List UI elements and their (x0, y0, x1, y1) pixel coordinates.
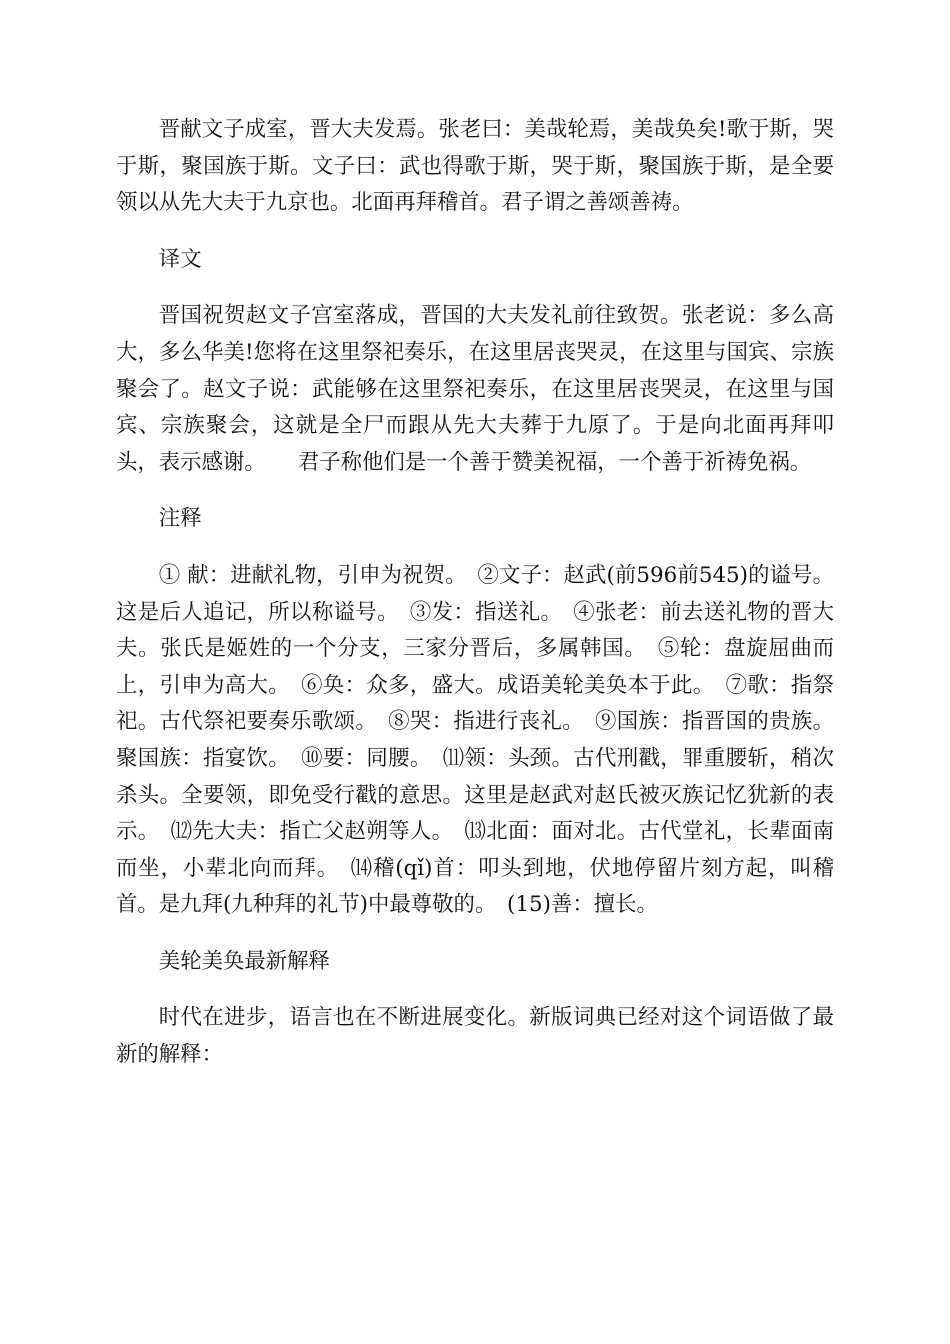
latest-explanation-paragraph: 时代在进步，语言也在不断进展变化。新版词典已经对这个词语做了最新的解释： (116, 1005, 834, 1068)
translation-paragraph: 晋国祝贺赵文子宫室落成，晋国的大夫发礼前往致贺。张老说：多么高大，多么华美!您将在这里祭祀奏乐，在这里居丧哭灵，在这里与国宾、宗族聚会了。赵文子说：武能够在这里祭祀奏乐，在这里居丧哭灵，在这里与国宾、宗族聚会，这就是全尸而跟从先大夫葬于九原了。于是向北面再拜叩头，表示感谢。 君子称他们是一个善于赞美祝福，一个善于祈祷免祸。 (116, 303, 834, 475)
original-text-paragraph: 晋献文子成室，晋大夫发焉。张老曰：美哉轮焉，美哉奂矣!歌于斯，哭于斯，聚国族于斯。文子曰：武也得歌于斯，哭于斯，聚国族于斯，是全要领以从先大夫于九京也。北面再拜稽首。君子谓之善颂善祷。 (116, 117, 834, 216)
notes-heading: 注释 (158, 506, 202, 532)
latest-explanation-heading: 美轮美奂最新解释 (158, 948, 330, 974)
document-page (116, 112, 834, 1074)
translation-heading: 译文 (158, 246, 202, 272)
notes-paragraph: ① 献：进献礼物，引申为祝贺。 ②文子：赵武(前596前545)的谥号。这是后人追记，所以称谥号。 ③发：指送礼。 ④张老：前去送礼物的晋大夫。张氏是姬姓的一个分支，三家分晋后，多属韩国。 ⑤轮：盘旋屈曲而上，引申为高大。 ⑥奂：众多，盛大。成语美轮美奂本于此。 ⑦歌：指祭祀。古代祭祀要奏乐歌颂。 ⑧哭：指进行丧礼。 ⑨国族：指晋国的贵族。聚国族：指宴饮。 ⑩要：同腰。 ⑾领：头颈。古代刑戳，罪重腰斩，稍次杀头。全要领，即免受行戳的意思。这里是赵武对赵氏被灭族记忆犹新的表示。 ⑿先大夫：指亡父赵朔等人。 ⒀北面：面对北。古代堂礼，长辈面南而坐，小辈北向而拜。 ⒁稽(qǐ)首：叩头到地，伏地停留片刻方起，叫稽首。是九拜(九种拜的礼节)中最尊敬的。 (15)善：擅长。 (116, 562, 834, 918)
